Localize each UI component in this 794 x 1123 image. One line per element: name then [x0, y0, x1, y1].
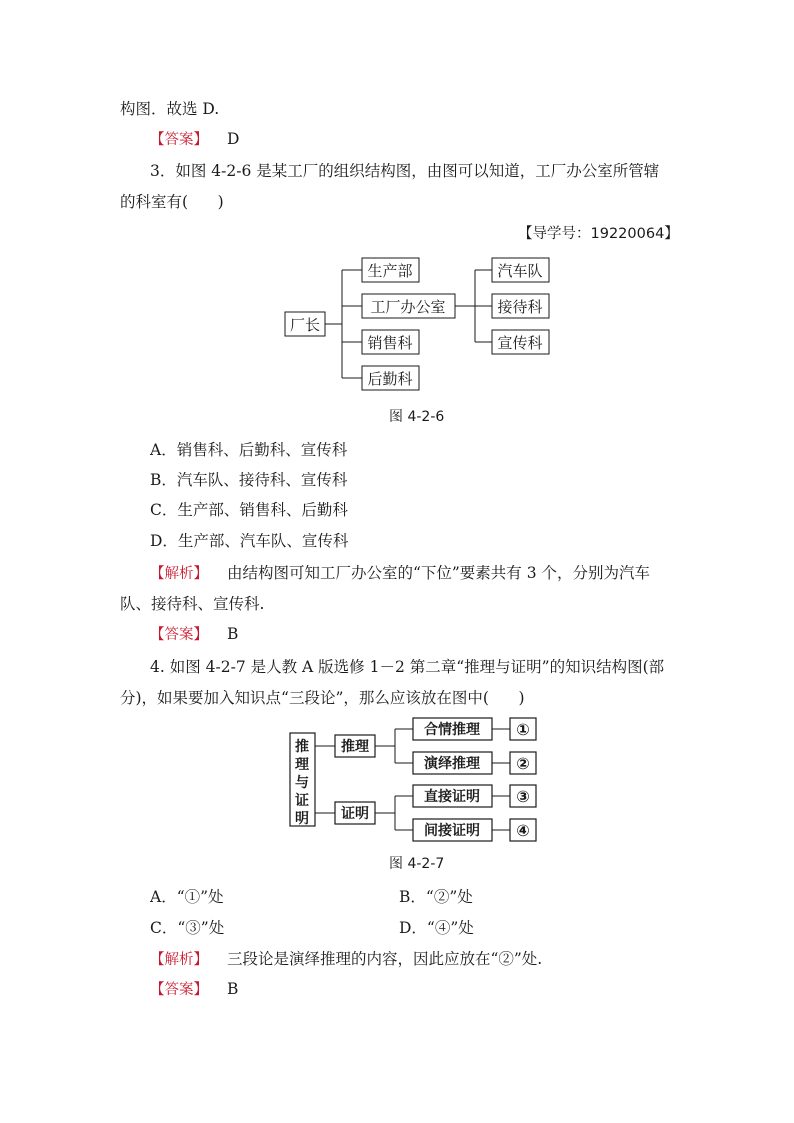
org-l1-label: 生产部: [367, 262, 413, 280]
q3-option-c: C．生产部、销售科、后勤科: [150, 501, 348, 519]
org-l2-label: 宣传科: [497, 334, 543, 352]
answer-label: 【答案】: [150, 627, 208, 643]
answer-row-q3: [150, 623, 238, 644]
figure-caption-427: 图 4-2-7: [389, 856, 445, 872]
q3-option-a: A．销售科、后勤科、宣传科: [150, 441, 348, 459]
kc-root-char: 证: [295, 793, 309, 809]
answer-label: 【答案】: [150, 132, 208, 148]
q3-analysis-line2: 队、接待科、宣传科.: [120, 595, 265, 613]
kc-l2-label: 合情推理: [424, 722, 480, 738]
analysis-text: 三段论是演绎推理的内容，因此应放在“②”处.: [226, 950, 543, 968]
org-chart-connectors: [325, 270, 492, 378]
answer-value: B: [226, 625, 239, 643]
answer-row-q4: [150, 978, 238, 999]
kc-root-char: 与: [295, 775, 309, 791]
kc-marker: ③: [516, 787, 530, 806]
kc-root-char: 明: [295, 811, 309, 827]
kc-l1-label: 推理: [341, 739, 369, 755]
answer-value: D: [226, 130, 240, 148]
org-l2-label: 接待科: [497, 298, 543, 316]
q3-stem-line2: 的科室有( ): [120, 193, 224, 211]
continuation-text: 构图．故选 D.: [120, 100, 220, 118]
kc-marker: ②: [516, 754, 530, 773]
analysis-label: 【解析】: [150, 566, 208, 582]
analysis-label: 【解析】: [150, 952, 208, 968]
answer-value: B: [226, 980, 239, 998]
kc-root-char: 推: [295, 739, 309, 755]
q3-option-b: B．汽车队、接待科、宣传科: [150, 471, 348, 489]
kc-marker: ①: [516, 720, 530, 739]
analysis-text: 由结构图可知工厂办公室的“下位”要素共有 3 个，分别为汽车: [226, 564, 651, 582]
answer-label: 【答案】: [150, 982, 208, 998]
kc-l2-label: 间接证明: [424, 823, 480, 839]
guide-number: 【导学号：19220064】: [518, 226, 679, 242]
kc-l2-label: 直接证明: [424, 789, 480, 805]
org-l2-label: 汽车队: [497, 262, 543, 280]
q3-option-d: D．生产部、汽车队、宣传科: [150, 532, 349, 550]
figure-caption-426: 图 4-2-6: [389, 409, 445, 425]
q4-option-d: D．“④”处: [399, 919, 474, 937]
org-root-label: 厂长: [289, 316, 321, 334]
q4-option-b: B．“②”处: [399, 888, 473, 906]
q4-analysis: [150, 947, 542, 969]
kc-marker: ④: [516, 821, 530, 840]
kc-root-char: 理: [295, 757, 309, 773]
q3-analysis-line1: [150, 561, 650, 583]
kc-l1-label: 证明: [341, 806, 369, 822]
q3-stem-line1: 3．如图 4-2-6 是某工厂的组织结构图，由图可以知道，工厂办公室所管辖: [150, 162, 660, 180]
q4-option-c: C．“③”处: [150, 919, 225, 937]
org-l1-label: 后勤科: [367, 370, 413, 388]
org-l1-label: 销售科: [367, 334, 413, 352]
kc-l2-label: 演绎推理: [424, 756, 480, 772]
q4-option-a: A．“①”处: [150, 888, 224, 906]
org-l1-label: 工厂办公室: [370, 298, 446, 316]
q4-stem-line1: 4. 如图 4-2-7 是人教 A 版选修 1－2 第二章“推理与证明”的知识结构图(部: [150, 658, 665, 676]
q4-stem-line2: 分)，如果要加入知识点“三段论”，那么应该放在图中( ): [120, 689, 525, 707]
